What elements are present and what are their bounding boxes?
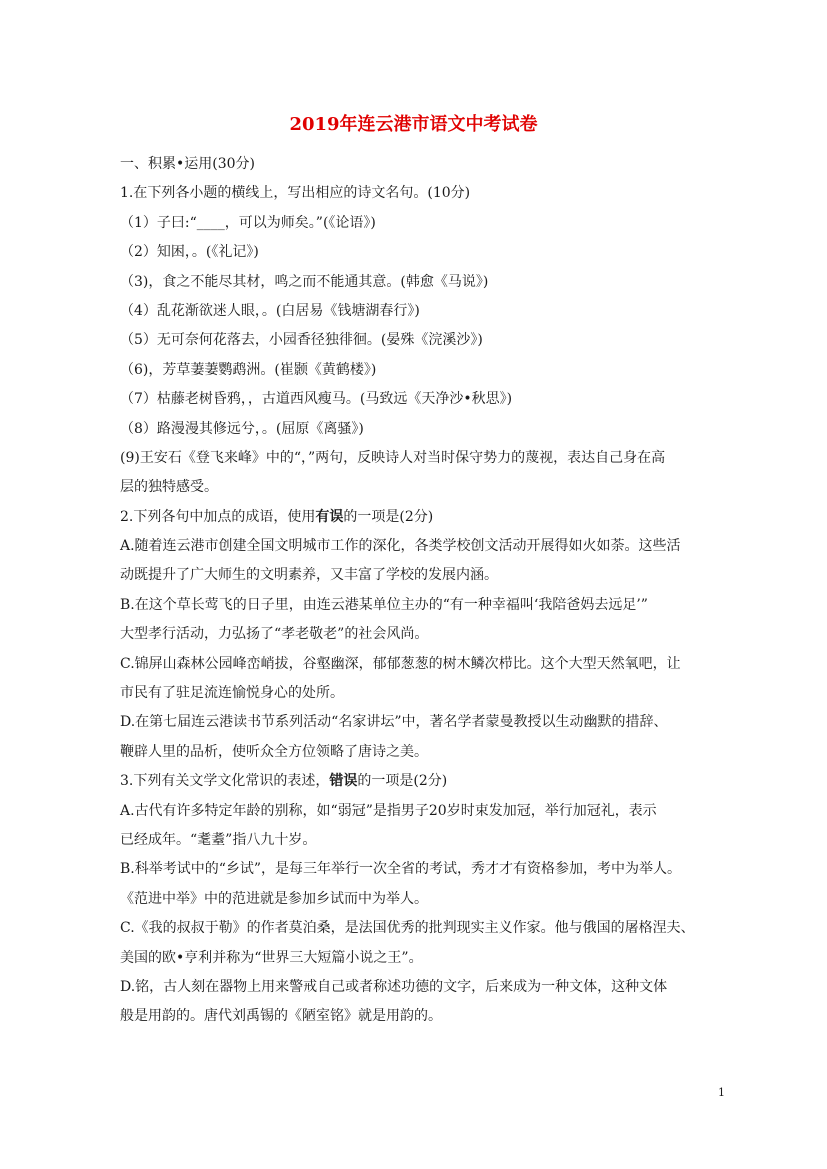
text-line: （1）子曰:“____，可以为师矣。”(《论语》) <box>120 214 376 231</box>
text-line: C.锦屏山森林公园峰峦峭拔，谷壑幽深，郁郁葱葱的树木鳞次栉比。这个大型天然氧吧，让 <box>120 655 681 672</box>
text-line: 层的独特感受。 <box>120 479 218 496</box>
text-line: （5）无可奈何花落去，小园香径独徘徊。(晏殊《浣溪沙》) <box>120 332 483 349</box>
emphasis-text: 有误 <box>315 508 344 525</box>
text-line: 动既提升了广大师生的文明素养，又丰富了学校的发展内涵。 <box>120 567 498 584</box>
text-line: 般是用韵的。唐代刘禹锡的《陋室铭》就是用韵的。 <box>120 1008 442 1025</box>
text-segment: 的一项是(2分) <box>343 508 434 525</box>
text-line: C.《我的叔叔于勒》的作者莫泊桑，是法国优秀的批判现实主义作家。他与俄国的屠格涅夫、 <box>120 920 695 937</box>
text-line: （3)，食之不能尽其材，鸣之而不能通其意。(韩愈《马说》) <box>120 273 489 290</box>
text-line: 大型孝行活动，力弘扬了“孝老敬老”的社会风尚。 <box>120 626 429 643</box>
text-line: 1.在下列各小题的横线上，写出相应的诗文名句。(10分) <box>120 185 471 202</box>
text-line: 美国的欧•亨利并称为“世界三大短篇小说之王”。 <box>120 949 423 966</box>
text-segment: 2.下列各句中加点的成语，使用 <box>120 508 316 525</box>
text-line: D.在第七届连云港读书节系列活动“名家讲坛”中，著名学者蒙曼教授以生动幽默的措辞、 <box>120 714 668 731</box>
page-title: 2019年连云港市语文中考试卷 <box>289 114 538 135</box>
text-line: （7）枯藤老树昏鸦，，古道西风瘦马。(马致远《天净沙•秋思》) <box>120 391 513 408</box>
text-segment: 的一项是(2分) <box>357 773 448 790</box>
text-line: B.科举考试中的“乡试”，是每三年举行一次全省的考试，秀才才有资格参加，考中为举人。 <box>120 861 682 878</box>
text-line: (9)王安石《登飞来峰》中的“，”两句，反映诗人对当时保守势力的蔑视，表达自己身在高 <box>120 449 666 466</box>
text-line: 一、积累•运用(30分) <box>120 156 255 172</box>
text-line: （8）路漫漫其修远兮，。(屈原《离骚》) <box>120 420 364 437</box>
text-line: 已经成年。“耄耋”指八九十岁。 <box>120 831 317 848</box>
text-line: A.古代有许多特定年龄的别称，如“弱冠”是指男子20岁时束发加冠，举行加冠礼，表示 <box>120 802 657 819</box>
text-line <box>120 503 720 532</box>
text-line: D.铭，古人刻在器物上用来警戒自己或者称述功德的文字，后来成为一种文体，这种文体 <box>120 978 668 995</box>
exam-body <box>120 150 720 1032</box>
text-line: 市民有了驻足流连愉悦身心的处所。 <box>120 685 344 702</box>
page-number: 1 <box>718 1086 725 1099</box>
text-line: 《范进中举》中的范进就是参加乡试而中为举人。 <box>120 890 428 907</box>
emphasis-text: 错误 <box>329 773 358 790</box>
text-line: （4）乱花渐欲迷人眼，。(白居易《钱塘湖春行》) <box>120 302 420 319</box>
text-line: 鞭辟人里的品析，使听众全方位领略了唐诗之美。 <box>120 743 428 760</box>
text-line: B.在这个草长莺飞的日子里，由连云港某单位主办的“有一种幸福叫‘我陪爸妈去远足’” <box>120 596 648 613</box>
text-line: A.随着连云港市创建全国文明城市工作的深化，各类学校创文活动开展得如火如荼。这些活 <box>120 538 681 555</box>
text-line: （2）知困，。(《礼记》) <box>120 244 259 261</box>
text-segment: 3.下列有关文学文化常识的表述， <box>120 773 330 790</box>
text-line: （6)，芳草萋萋鹦鹉洲。(崔颢《黄鹤楼》) <box>120 361 377 378</box>
text-line <box>120 767 720 796</box>
